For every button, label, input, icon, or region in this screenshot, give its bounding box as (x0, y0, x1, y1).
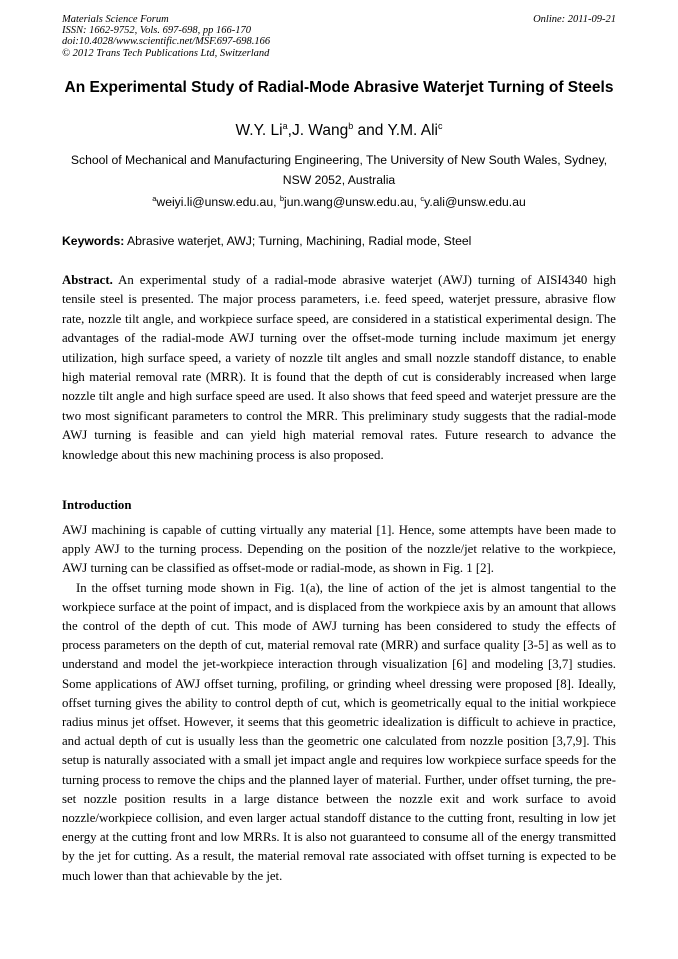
author-list (62, 122, 616, 140)
keywords-section (62, 234, 616, 249)
email-link[interactable]: y.ali@unsw.edu.au (424, 195, 526, 209)
journal-name: Materials Science Forum (62, 14, 169, 25)
email-mark: c (420, 194, 425, 203)
paper-title: An Experimental Study of Radial-Mode Abrasive Waterjet Turning of Steels (64, 79, 614, 96)
keywords-text: Abrasive waterjet, AWJ; Turning, Machining, Radial mode, Steel (124, 234, 472, 248)
author-affiliation: School of Mechanical and Manufacturing Engineering, The University of New South Wales, Sydney, NSW 2052, Australia (70, 153, 608, 187)
section-heading-introduction: Introduction (62, 498, 132, 512)
author-name: J. Wang (291, 122, 349, 139)
email-link[interactable]: weiyi.li@unsw.edu.au, (156, 195, 280, 209)
author-affiliation-mark: a (282, 121, 288, 131)
abstract-text: An experimental study of a radial-mode abrasive waterjet (AWJ) turning of AISI4340 high tensile steel is presented. The major process parameters, i.e. feed speed, waterjet pressure, abrasive flow rate, nozzle tilt angle, and workpiece surface speed, are considered in a statistical experimental design. The advantages of the radial-mode AWJ turning over the offset-mode turning include maximum jet energy utilization, high surface speed, a variety of nozzle tilt angles and small nozzle standoff distance, to enable high material removal rate (MRR). It is found that the depth of cut is considerably increased when large nozzle tilt angle and high surface speed are used. It also shows that feed speed and waterjet pressure are the two most significant parameters to control the MRR. This preliminary study suggests that the radial-mode AWJ turning is feasible and can yield high material removal rates. Future research to advance the knowledge about this new machining process is also proposed. (62, 273, 616, 462)
email-mark: b (279, 194, 285, 203)
journal-copyright: © 2012 Trans Tech Publications Ltd, Switzerland (62, 47, 270, 59)
keywords-label: Keywords: (62, 234, 125, 248)
author-name: W.Y. Li (235, 122, 283, 139)
abstract-section (62, 271, 616, 465)
paragraph: AWJ machining is capable of cutting virtually any material [1]. Hence, some attempts have been made to apply AWJ to the turning process. Depending on the position of the nozzle/jet relative to the workpiece, AWJ turning can be classified as offset-mode or radial-mode, as shown in Fig. 1 [2]. (62, 523, 616, 576)
journal-header (62, 14, 616, 59)
author-name: Y.M. Ali (387, 122, 438, 139)
author-affiliation-mark: c (437, 121, 443, 131)
abstract-label: Abstract. (62, 273, 113, 287)
author-separator: and (353, 122, 388, 139)
author-separator: , (287, 122, 292, 139)
email-mark: a (152, 194, 157, 203)
email-link[interactable]: jun.wang@unsw.edu.au, (284, 195, 421, 209)
online-date: Online: 2011-09-21 (533, 14, 616, 25)
author-emails (62, 195, 616, 210)
author-affiliation-mark: b (348, 121, 354, 131)
paragraph: In the offset turning mode shown in Fig. 1(a), the line of action of the jet is almost tangential to the workpiece surface at the point of impact, and is displaced from the workpiece axis by an amount that allows the control of the depth of cut. This mode of AWJ turning has been considered to study the effects of process parameters on the depth of cut, material removal rate (MRR) and surface quality [3-5] as well as to understand and model the jet-workpiece interaction through visualization [6] and modeling [3,7] studies. Some applications of AWJ offset turning, profiling, or grinding wheel dressing were proposed [8]. Ideally, offset turning gives the ability to control depth of cut, which is geometrically equal to the initial workpiece radius minus jet offset. However, it seems that this geometric idealization is difficult to achieve in practice, and actual depth of cut is usually less than the geometric one calculated from nozzle position [3,7,9]. This setup is naturally associated with a small jet impact angle and requires low workpiece surface speeds for the turning process to remove the chips and the planned layer of material. Further, under offset turning, the pre-set nozzle position results in a large distance between the nozzle exit and work surface to avoid nozzle/workpiece collision, and even larger actual standoff distance to the cutting front, resulting in low jet energy at the cutting front and low MRRs. It is also not guaranteed to consume all of the energy transmitted by the jet for cutting. As a result, the material removal rate associated with offset turning is expected to be much lower than that achievable by the jet. (62, 580, 616, 883)
journal-issn: ISSN: 1662-9752, Vols. 697-698, pp 166-170 (62, 25, 251, 37)
introduction-body (62, 521, 616, 886)
journal-doi: doi:10.4028/www.scientific.net/MSF.697-698.166 (62, 36, 271, 48)
